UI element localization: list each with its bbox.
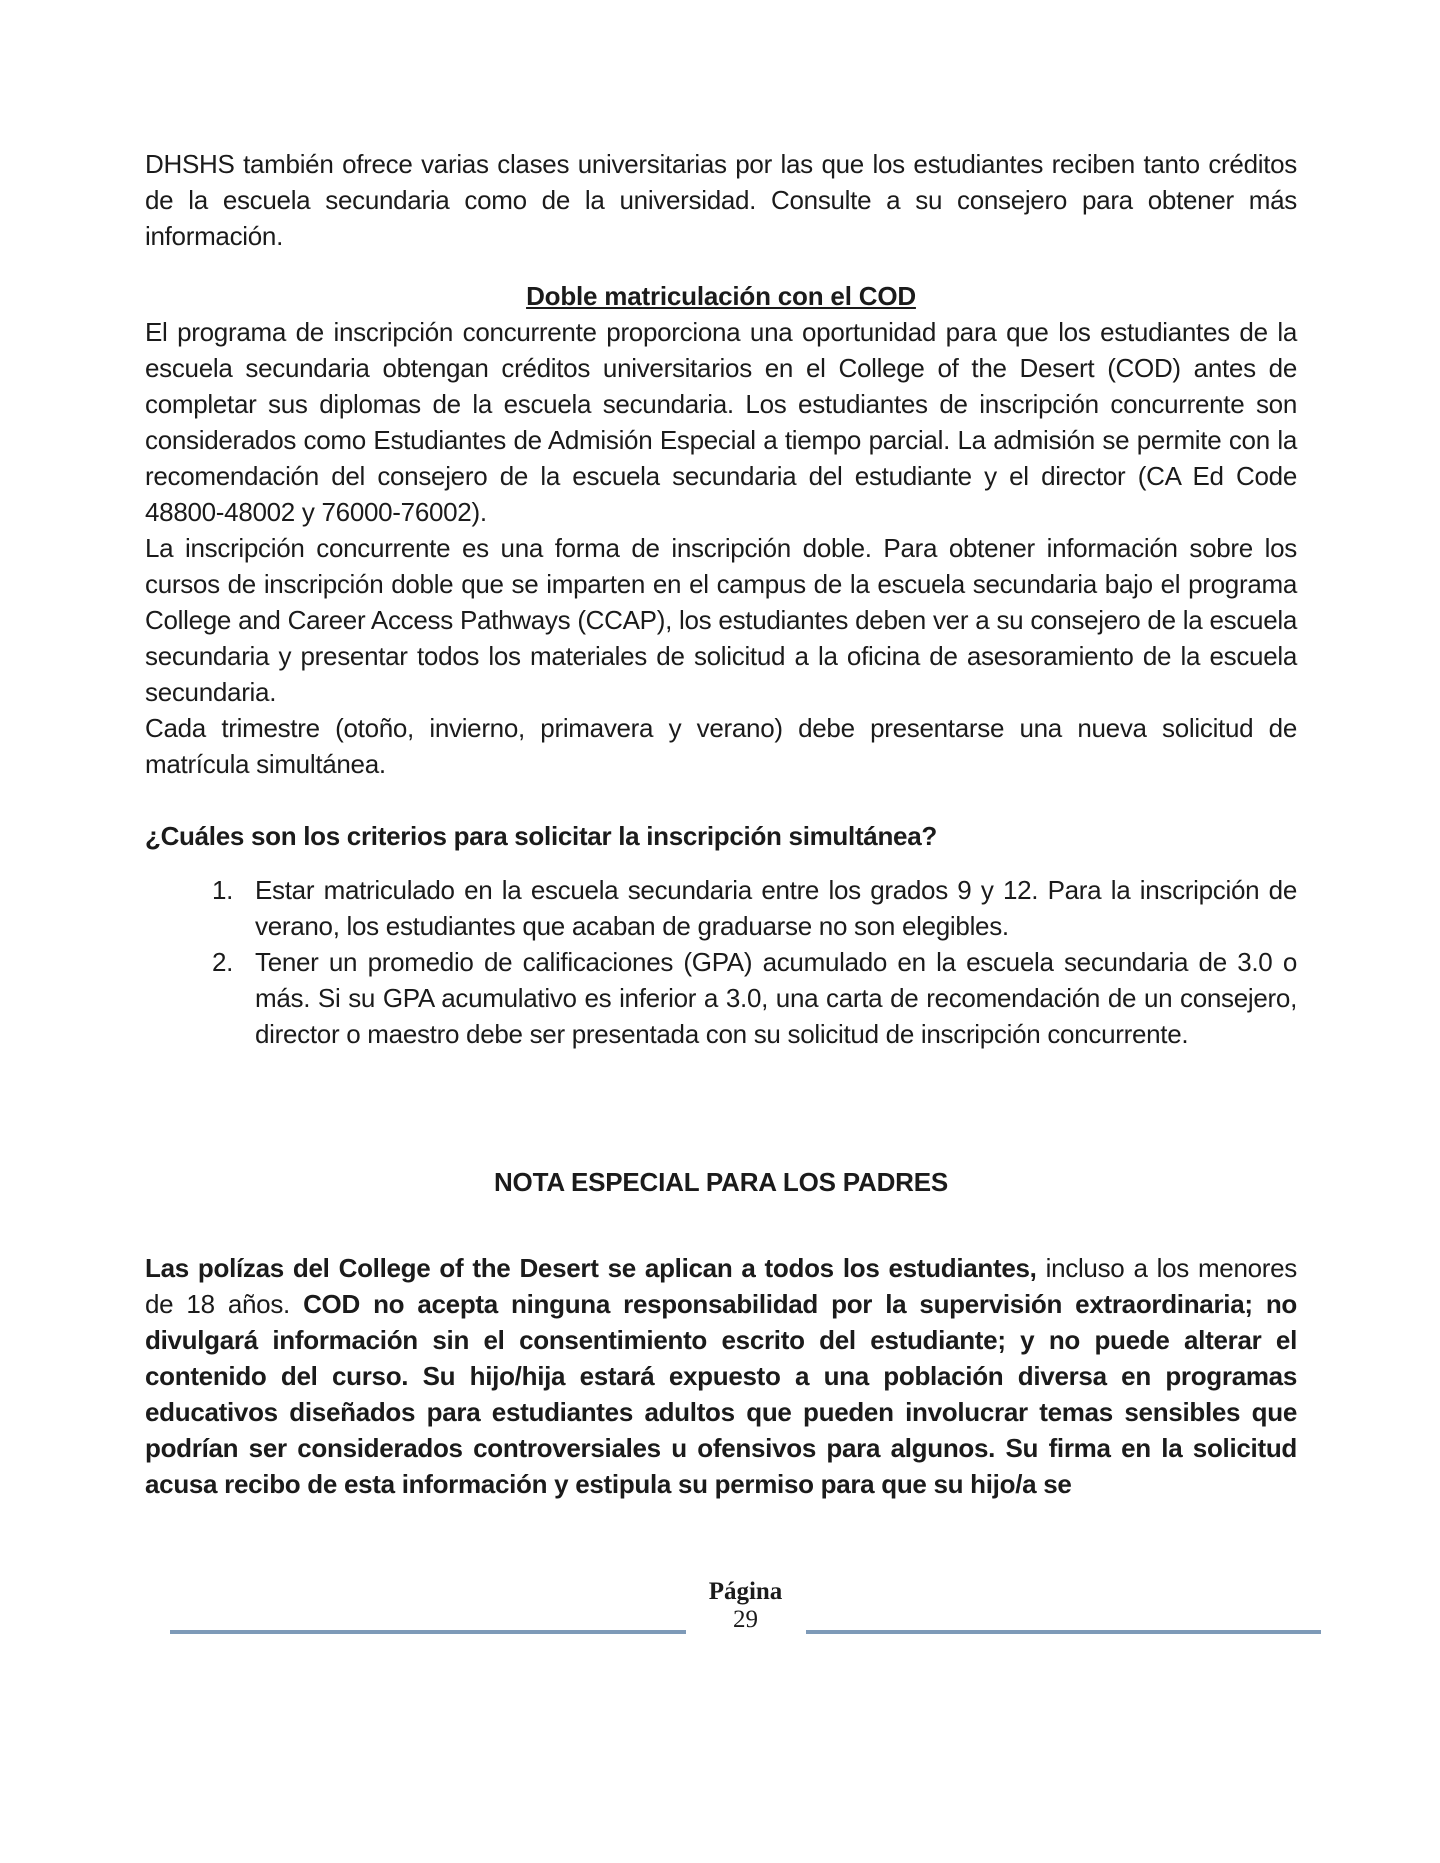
page-number-block (686, 1578, 806, 1634)
criteria-question-heading: ¿Cuáles son los criterios para solicitar la inscripción simultánea? (145, 821, 937, 851)
criteria-list (212, 872, 1297, 1052)
footer-rule-left (170, 1630, 686, 1634)
list-item (212, 944, 1297, 1052)
list-item-number: 1. (212, 875, 234, 905)
list-item (212, 872, 1297, 944)
page-number-label: Página (708, 1578, 783, 1605)
list-item-text: Tener un promedio de calificaciones (GPA) acumulado en la escuela secundaria de 3.0 o más. Si su GPA acumulativo es inferior a 3.0, una carta de recomendación de un consejero, director o maestro debe ser presentada con su solicitud de inscripción concurrente. (255, 947, 1297, 1049)
paragraph-nota-especial (145, 1250, 1297, 1502)
paragraph-programa-concurrente: El programa de inscripción concurrente proporciona una oportunidad para que los estudiantes de la escuela secundaria obtengan créditos universitarios en el College of the Desert (COD) antes de completar sus diplomas de la escuela secundaria. Los estudiantes de inscripción concurrente son considerados como Estudiantes de Admisión Especial a tiempo parcial. La admisión se permite con la recomendación del consejero de la escuela secundaria del estudiante y el director (CA Ed Code 48800-48002 y 76000-76002). (145, 317, 1297, 527)
section-heading-nota-especial: NOTA ESPECIAL PARA LOS PADRES (493, 1167, 949, 1197)
page-footer (170, 1578, 1321, 1634)
section-heading-doble-matriculacion: Doble matriculación con el COD (526, 281, 916, 311)
nota-bold-lead-text: Las polízas del College of the Desert se aplican a todos los estudiantes, (145, 1253, 1037, 1283)
nota-regular-text: incluso a los menores de 18 años. (145, 1253, 1297, 1319)
footer-rule-right (806, 1630, 1322, 1634)
paragraph-cada-trimestre: Cada trimestre (otoño, invierno, primavera y verano) debe presentarse una nueva solicitud de matrícula simultánea. (145, 713, 1297, 779)
nota-bold-rest-text: COD no acepta ninguna responsabilidad por la supervisión extraordinaria; no divulgará información sin el consentimiento escrito del estudiante; y no puede alterar el contenido del curso. Su hijo/hija estará expuesto a una población diversa en programas educativos diseñados para estudiantes adultos que pueden involucrar temas sensibles que podrían ser considerados controversiales u ofensivos para algunos. Su firma en la solicitud acusa recibo de esta información y estipula su permiso para que su hijo/a se (145, 1289, 1297, 1499)
intro-paragraph: DHSHS también ofrece varias clases universitarias por las que los estudiantes reciben tanto créditos de la escuela secundaria como de la universidad. Consulte a su consejero para obtener más información. (145, 149, 1297, 251)
page-number: 29 (733, 1606, 758, 1633)
list-item-text: Estar matriculado en la escuela secundaria entre los grados 9 y 12. Para la inscripción de verano, los estudiantes que acaban de graduarse no son elegibles. (255, 875, 1297, 941)
paragraph-inscripcion-doble: La inscripción concurrente es una forma de inscripción doble. Para obtener información sobre los cursos de inscripción doble que se imparten en el campus de la escuela secundaria bajo el programa College and Career Access Pathways (CCAP), los estudiantes deben ver a su consejero de la escuela secundaria y presentar todos los materiales de solicitud a la oficina de asesoramiento de la escuela secundaria. (145, 533, 1297, 707)
list-item-number: 2. (212, 947, 234, 977)
